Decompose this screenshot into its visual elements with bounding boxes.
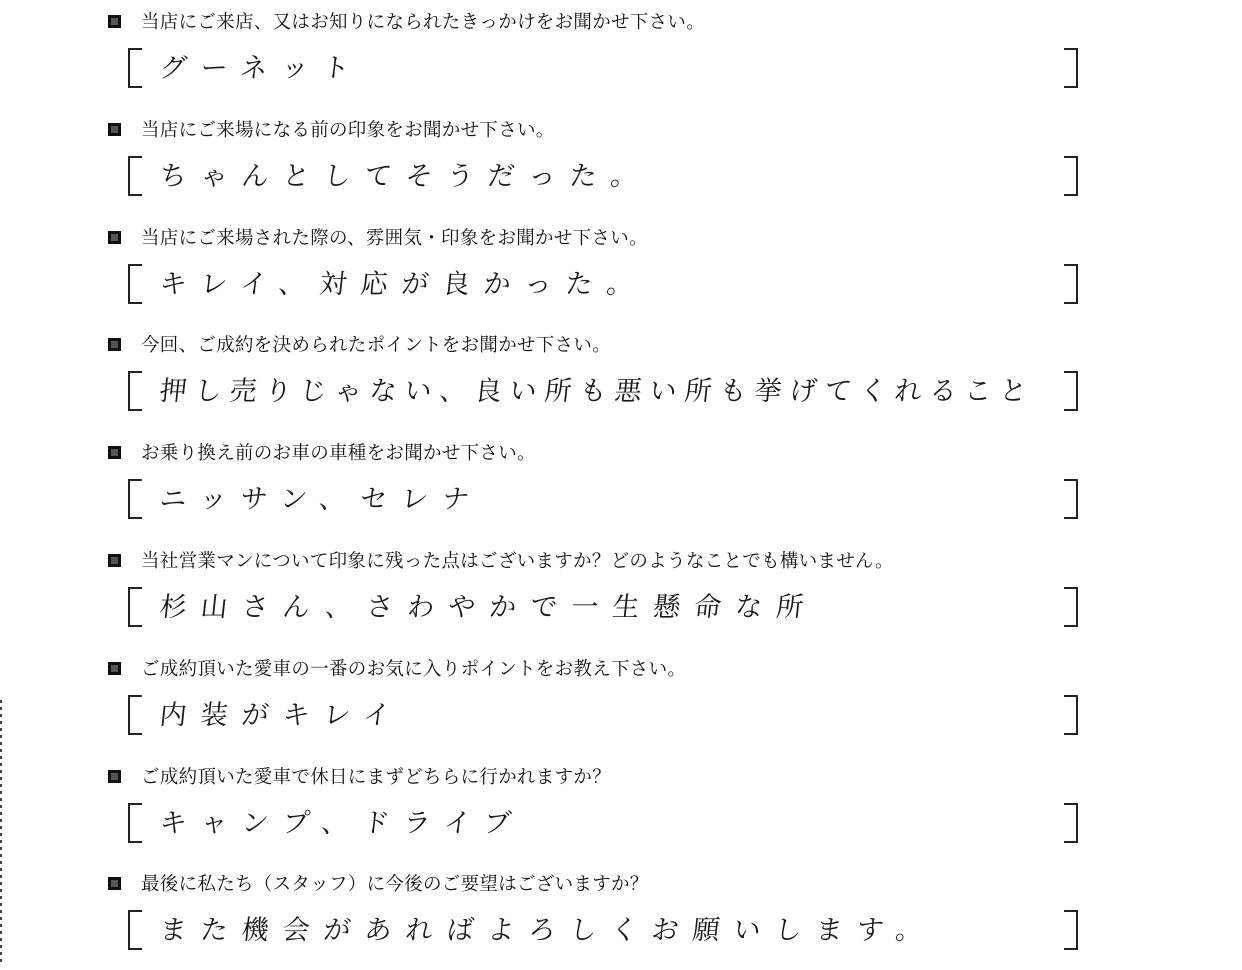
survey-item xyxy=(0,647,1242,755)
left-bracket xyxy=(128,371,142,411)
survey-item xyxy=(0,216,1242,324)
right-bracket xyxy=(1064,695,1078,735)
square-bullet-icon xyxy=(108,15,121,28)
square-bullet-icon xyxy=(108,554,121,567)
handwritten-answer: 内装がキレイ xyxy=(158,700,406,731)
survey-item xyxy=(0,755,1242,863)
handwritten-answer: グーネット xyxy=(158,53,365,84)
survey-item xyxy=(0,323,1242,431)
right-bracket xyxy=(1064,910,1078,950)
question-text: 当店にご来店、又はお知りになられたきっかけをお聞かせ下さい。 xyxy=(141,12,706,33)
question-text: 当社営業マンについて印象に残った点はございますか？どのようなことでも構いません。 xyxy=(141,551,894,572)
square-bullet-icon xyxy=(108,662,121,675)
right-bracket xyxy=(1064,264,1078,304)
left-bracket xyxy=(128,803,142,843)
question-text: ご成約頂いた愛車で休日にまずどちらに行かれますか？ xyxy=(141,767,612,788)
question-row xyxy=(108,763,611,789)
question-text: 今回、ご成約を決められたポイントをお聞かせ下さい。 xyxy=(141,335,612,356)
survey-item xyxy=(0,862,1242,970)
right-bracket xyxy=(1064,479,1078,519)
right-bracket xyxy=(1064,156,1078,196)
handwritten-answer: ちゃんとしてそうだった。 xyxy=(158,161,654,192)
square-bullet-icon xyxy=(108,446,121,459)
square-bullet-icon xyxy=(108,877,121,890)
left-bracket xyxy=(128,156,142,196)
right-bracket xyxy=(1064,803,1078,843)
question-text: 当店にご来場になる前の印象をお聞かせ下さい。 xyxy=(141,120,555,141)
handwritten-answer: 杉山さん、さわやかで一生懸命な所 xyxy=(158,592,819,623)
handwritten-answer: また機会があればよろしくお願いします。 xyxy=(158,915,939,946)
left-bracket xyxy=(128,264,142,304)
survey-item xyxy=(0,108,1242,216)
survey-item xyxy=(0,0,1242,108)
handwritten-answer: 押し売りじゃない、良い所も悪い所も挙げてくれること xyxy=(158,376,1037,407)
question-row xyxy=(108,870,649,896)
handwritten-answer: キレイ、対応が良かった。 xyxy=(158,269,650,300)
right-bracket xyxy=(1064,371,1078,411)
question-text: 最後に私たち（スタッフ）に今後のご要望はございますか？ xyxy=(141,874,649,895)
question-text: ご成約頂いた愛車の一番のお気に入りポイントをお教え下さい。 xyxy=(141,659,687,680)
left-bracket xyxy=(128,695,142,735)
question-row xyxy=(108,439,536,465)
left-bracket xyxy=(128,910,142,950)
survey-item xyxy=(0,431,1242,539)
question-row xyxy=(108,547,894,573)
right-bracket xyxy=(1064,48,1078,88)
handwritten-answer: ニッサン、セレナ xyxy=(158,484,485,515)
square-bullet-icon xyxy=(108,123,121,136)
square-bullet-icon xyxy=(108,770,121,783)
square-bullet-icon xyxy=(108,231,121,244)
question-text: 当店にご来場された際の、雰囲気・印象をお聞かせ下さい。 xyxy=(141,228,648,249)
question-row xyxy=(108,116,555,142)
right-bracket xyxy=(1064,587,1078,627)
survey-item xyxy=(0,539,1242,647)
question-row xyxy=(108,655,686,681)
left-bracket xyxy=(128,479,142,519)
handwritten-answer: キャンプ、ドライブ xyxy=(158,808,527,839)
left-bracket xyxy=(128,587,142,627)
question-row xyxy=(108,8,705,34)
question-row xyxy=(108,331,611,357)
square-bullet-icon xyxy=(108,338,121,351)
question-row xyxy=(108,224,648,250)
left-bracket xyxy=(128,48,142,88)
question-text: お乗り換え前のお車の車種をお聞かせ下さい。 xyxy=(141,443,536,464)
